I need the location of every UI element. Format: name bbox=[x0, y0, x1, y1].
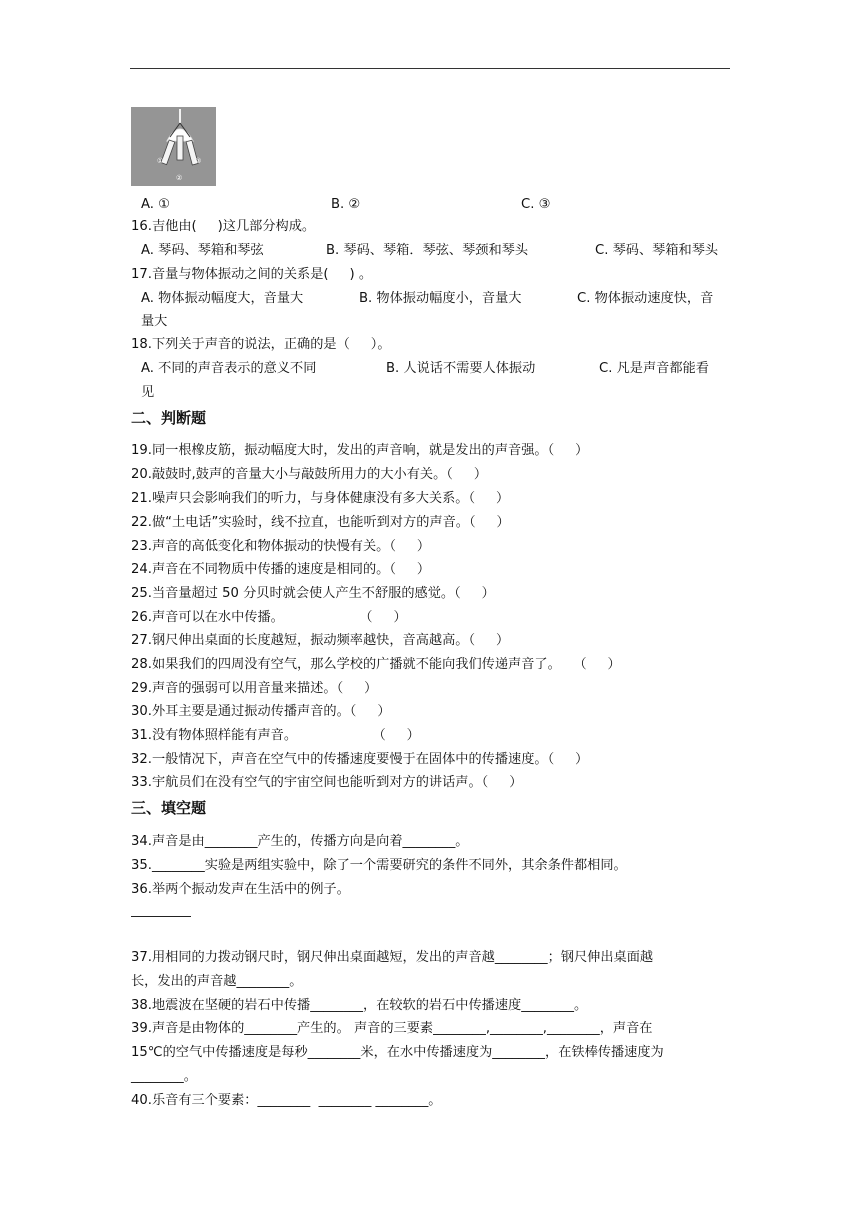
question-21: 21.噪声只会影响我们的听力，与身体健康没有多大关系。（ ） bbox=[131, 491, 510, 506]
q17-option-a: A. 物体振动幅度大，音量大 bbox=[141, 291, 304, 306]
question-39-line-1: 39.声音是由物体的________产生的。 声音的三要素________,________,________，声音在 bbox=[131, 1021, 653, 1036]
header-rule bbox=[130, 68, 730, 69]
question-36: 36.举两个振动发声在生活中的例子。 bbox=[131, 882, 350, 897]
question-26: 26.声音可以在水中传播。 （ ） bbox=[131, 610, 407, 625]
q17-option-c-continued: 量大 bbox=[141, 314, 168, 329]
question-23: 23.声音的高低变化和物体振动的快慢有关。（ ） bbox=[131, 539, 431, 554]
question-20: 20.敲鼓时,鼓声的音量大小与敲鼓所用力的大小有关。（ ） bbox=[131, 467, 488, 482]
question-39-line-2: 15℃的空气中传播速度是每秒________米，在水中传播速度为________，在铁棒传播速度为 bbox=[131, 1045, 664, 1060]
q17-stem: 17.音量与物体振动之间的关系是( ) 。 bbox=[131, 267, 373, 282]
figure-label-3: ③ bbox=[195, 157, 202, 165]
q15-option-c: C. ③ bbox=[521, 197, 551, 212]
question-29: 29.声音的强弱可以用音量来描述。（ ） bbox=[131, 681, 378, 696]
q16-option-c: C. 琴码、琴箱和琴头 bbox=[595, 243, 719, 258]
question-28: 28.如果我们的四周没有空气，那么学校的广播就不能向我们传递声音了。 （ ） bbox=[131, 657, 621, 672]
q16-stem: 16.吉他由( )这几部分构成。 bbox=[131, 219, 316, 234]
section-heading-judgement: 二、判断题 bbox=[131, 409, 207, 427]
q17-option-b: B. 物体振动幅度小，音量大 bbox=[359, 291, 522, 306]
question-37-line-1: 37.用相同的力拨动钢尺时，钢尺伸出桌面越短，发出的声音越________；钢尺伸出桌面越 bbox=[131, 950, 654, 965]
question-25: 25.当音量超过 50 分贝时就会使人产生不舒服的感觉。（ ） bbox=[131, 586, 495, 601]
q18-option-c-continued: 见 bbox=[141, 385, 155, 400]
question-40: 40.乐音有三个要素：________ ________ ________。 bbox=[131, 1093, 442, 1108]
figure-label-1: ① bbox=[157, 157, 164, 165]
section-heading-fill-blank: 三、填空题 bbox=[131, 799, 207, 817]
question-30: 30.外耳主要是通过振动传播声音的。（ ） bbox=[131, 704, 391, 719]
q18-option-a: A. 不同的声音表示的意义不同 bbox=[141, 361, 317, 376]
question-27: 27.钢尺伸出桌面的长度越短，振动频率越快，音高越高。（ ） bbox=[131, 633, 510, 648]
question-33: 33.宇航员们在没有空气的宇宙空间也能听到对方的讲话声。（ ） bbox=[131, 775, 523, 790]
question-38: 38.地震波在坚硬的岩石中传播________，在较软的岩石中传播速度________。 bbox=[131, 998, 588, 1013]
q16-option-b: B. 琴码、琴箱．琴弦、琴颈和琴头 bbox=[326, 243, 529, 258]
question-32: 32.一般情况下，声音在空气中的传播速度要慢于在固体中的传播速度。（ ） bbox=[131, 752, 589, 767]
question-22: 22.做“土电话”实验时，线不拉直，也能听到对方的声音。（ ） bbox=[131, 515, 510, 530]
question-24: 24.声音在不同物质中传播的速度是相同的。（ ） bbox=[131, 562, 431, 577]
question-34: 34.声音是由________产生的，传播方向是向着________。 bbox=[131, 834, 469, 849]
q15-option-b: B. ② bbox=[331, 197, 361, 212]
question-31: 31.没有物体照样能有声音。 （ ） bbox=[131, 728, 420, 743]
question-35: 35.________实验是两组实验中，除了一个需要研究的条件不同外，其余条件都相同。 bbox=[131, 858, 627, 873]
chime-figure bbox=[131, 107, 216, 186]
chime-illustration bbox=[131, 107, 216, 186]
answer-blank-36 bbox=[131, 916, 191, 917]
q15-option-a: A. ① bbox=[141, 197, 170, 212]
q17-option-c: C. 物体振动速度快，音 bbox=[577, 291, 714, 306]
q18-option-b: B. 人说话不需要人体振动 bbox=[386, 361, 536, 376]
question-39-line-3: ________。 bbox=[131, 1069, 197, 1084]
q16-option-a: A. 琴码、琴箱和琴弦 bbox=[141, 243, 264, 258]
question-19: 19.同一根橡皮筋，振动幅度大时，发出的声音响，就是发出的声音强。（ ） bbox=[131, 443, 589, 458]
q18-stem: 18.下列关于声音的说法，正确的是（ ）。 bbox=[131, 337, 391, 352]
q18-option-c: C. 凡是声音都能看 bbox=[599, 361, 709, 376]
question-37-line-2: 长，发出的声音越________。 bbox=[131, 974, 303, 989]
figure-label-2: ② bbox=[176, 174, 183, 182]
